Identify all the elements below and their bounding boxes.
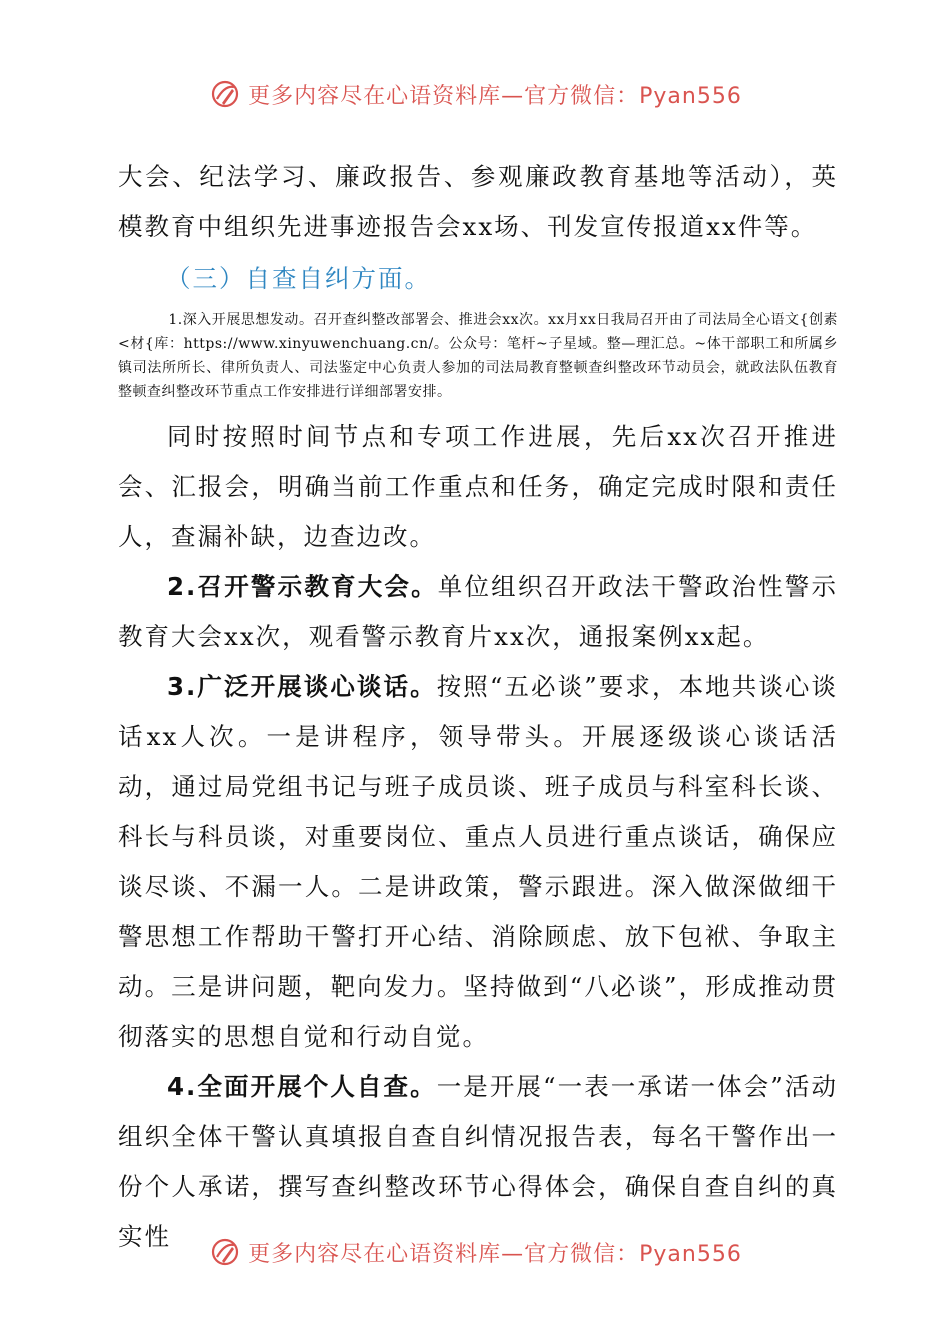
item-title-3: 3.广泛开展谈心谈话。: [167, 672, 437, 701]
footer-banner: [0, 1232, 950, 1272]
item-title-2: 2.召开警示教育大会。: [167, 572, 438, 601]
item-body-4: 一是开展“一表一承诺一体会”活动组织全体干警认真填报自查自纠情况报告表，每名干警作出一份个人承诺，撰写查纠整改环节心得体会，确保自查自纠的真实性: [118, 1072, 838, 1251]
pen-swirl-logo-icon: [208, 1235, 242, 1269]
paragraph-continuation: 大会、纪法学习、廉政报告、参观廉政教育基地等活动），英模教育中组织先进事迹报告会xx场、刊发宣传报道xx件等。: [118, 162, 838, 241]
paragraph-meetings: 同时按照时间节点和专项工作进展，先后xx次召开推进会、汇报会，明确当前工作重点和任务，确定完成时限和责任人，查漏补缺，边查边改。: [118, 422, 838, 551]
paragraph-heart-talks: [118, 662, 838, 1062]
section-heading: （三）自查自纠方面。: [166, 264, 431, 293]
pen-swirl-logo-icon: [208, 77, 242, 111]
banner-text: 更多内容尽在心语资料库—官方微信：Pyan556: [248, 1241, 742, 1267]
item-body-2: 单位组织召开政法干警政治性警示教育大会xx次，观看警示教育片xx次，通报案例xx起。: [118, 572, 839, 651]
document-body: [118, 152, 838, 1262]
header-banner: [0, 74, 950, 114]
small-note-paragraph: 1.深入开展思想发动。召开查纠整改部署会、推进会xx次。xx月xx日我局召开由了司法局全心语文{创素<材{库：https://www.xinyuwenchuang.cn/。公众号：笔杆~子星域。整—理汇总。~体干部职工和所属乡镇司法所所长、律所负责人、司法鉴定中心负责人参加的司法局教育整顿查纠整改环节动员会，就政法队伍教育整顿查纠整改环节重点工作安排进行详细部署安排。: [118, 312, 838, 400]
banner-text: 更多内容尽在心语资料库—官方微信：Pyan556: [248, 83, 742, 109]
paragraph-warning-education: [118, 562, 838, 662]
item-body-3: 按照“五必谈”要求，本地共谈心谈话xx人次。一是讲程序，领导带头。开展逐级谈心谈话活动，通过局党组书记与班子成员谈、班子成员与科室科长谈、科长与科员谈，对重要岗位、重点人员进行重点谈话，确保应谈尽谈、不漏一人。二是讲政策，警示跟进。深入做深做细干警思想工作帮助干警打开心结、消除顾虑、放下包袱、争取主动。三是讲问题，靶向发力。坚持做到“八必谈”，形成推动贯彻落实的思想自觉和行动自觉。: [118, 672, 838, 1051]
item-title-4: 4.全面开展个人自查。: [167, 1072, 437, 1101]
